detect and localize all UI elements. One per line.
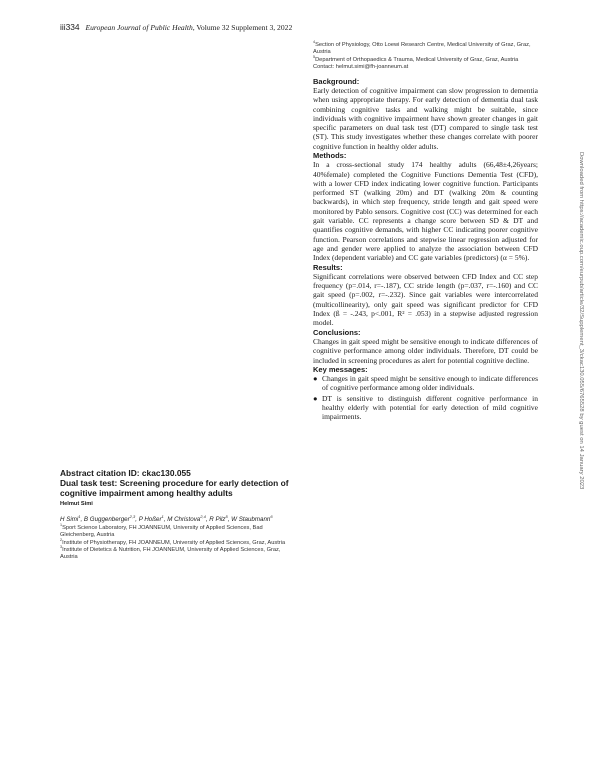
author-affil-ref: 5 — [225, 513, 228, 519]
contact-email: Contact: helmut.simi@fh-joanneum.at — [313, 64, 409, 71]
author-name: M Christova — [167, 516, 201, 523]
affiliation: $^1$Sport Science Laboratory, FH JOANNEUM, University of Applied Sciences, Bad Gleichenberg, Austria — [60, 522, 263, 539]
list-item: ● Changes in gait speed might be sensitive enough to indicate differences of cognitive performance among older individuals. — [313, 374, 538, 393]
abstract-title: Dual task test: Screening procedure for early detection of cognitive impairment among healthy adults — [60, 478, 289, 498]
citation-id: Abstract citation ID: ckac130.055 — [60, 468, 191, 478]
conclusions-text: Changes in gait speed might be sensitive enough to indicate differences of cognitive performance among older individuals. Therefore, DT could be included in screening procedures as alert for potential cognitive decline. — [313, 336, 538, 365]
journal-volume: , Volume 32 Supplement 3, 2022 — [192, 23, 293, 32]
author-affil-ref: 1 — [78, 513, 81, 519]
key-messages-heading: Key messages: — [313, 364, 368, 374]
journal-name: European Journal of Public Health — [85, 23, 193, 32]
presenting-author: Helmut Simi — [60, 501, 93, 507]
affiliation: $^3$Institute of Dietetics & Nutrition, FH JOANNEUM, University of Applied Sciences, Graz, Austria — [60, 545, 281, 561]
author-name: R Pilz — [209, 516, 226, 523]
affiliation: $^2$Institute of Physiotherapy, FH JOANNEUM, University of Applied Sciences, Graz, Austria — [60, 537, 286, 546]
author-affil-ref: 1 — [161, 513, 164, 519]
affiliations-right — [313, 42, 538, 72]
list-item: ● DT is sensitive to distinguish different cognitive performance in healthy elderly with potential for early detection of mild cognitive impairments. — [313, 393, 538, 422]
author-affil-ref: 2,4 — [200, 513, 206, 519]
author-name: P Hoßer — [138, 516, 162, 523]
bullet-icon: ● — [313, 374, 318, 384]
conclusions-heading: Conclusions: — [313, 327, 361, 337]
download-notice: Downloaded from https://academic.oup.com/eurpub/article/32/Supplement_3/ckac130.055/6765528 by guest on 14 January 2023 — [578, 152, 584, 490]
results-text: Significant correlations were observed between CFD Index and CC step frequency (p=.014, r=-.187), CC stride length (p=.037, r=-.160) and CC gait speed (p=.002, r=-.232). Since gait variables were intercorrelated (multicollinearity), only gait speed was significant predictor for CFD Index (ß = -.243, p<.001, R² = .053) in a stepwise adjusted regression model. — [313, 271, 538, 328]
author-affil-ref: 6 — [270, 513, 273, 519]
author-name: B Guggenberger — [83, 516, 130, 523]
page-number: iii334 — [60, 22, 80, 32]
methods-text: In a cross-sectional study 174 healthy adults (66,48±4,26years; 40%female) completed the Cognitive Functions Dementia Test (CFD), with a lower CFD index indicating lower cognitive function. Participants performed ST (walking 20m) and DT (walking 20m & counting backwards), in which step frequency, stride length and gait speed were monitored by Pablo sensors. Cognitive cost (CC) was determined for each gait variable. CC represents a change score between SD & DT and quantifies cognitive demands, with higher CC indicating poorer cognitive function. Pearson correlations and stepwise linear regression adjusted for age and gender were applied to analyze the association between CFD Index (dependent variable) and CC gate variables (predictors) (α = 5%). — [313, 160, 538, 263]
running-header — [60, 22, 292, 32]
abstract-front-matter — [60, 468, 292, 562]
affiliations-left — [60, 522, 292, 562]
affiliation: $^4$Section of Physiology, Otto Loewi Research Centre, Medical University of Graz, Graz, Austria — [313, 40, 531, 56]
author-affil-ref: 2,3 — [129, 513, 136, 519]
methods-heading: Methods: — [313, 151, 347, 160]
results-heading: Results: — [313, 262, 343, 272]
key-messages-list — [313, 374, 538, 421]
bullet-icon: ● — [313, 393, 318, 403]
affiliation: $^5$Department of Orthopaedics & Trauma, Medical University of Graz, Graz, Austria — [313, 54, 519, 63]
author-list: H Simi$^1$, B Guggenberger$^{2,3}$, P Hoßer$^1$, M Christova$^{2,4}$, R Pilz$^5$, W Staubmann$^6$ — [60, 513, 273, 523]
abstract-body — [313, 42, 538, 423]
background-heading: Background: — [313, 76, 360, 86]
author-name: W Staubmann — [231, 516, 271, 523]
background-text: Early detection of cognitive impairment can slow progression to dementia when using appropriate therapy. For early detection of dementia dual task combining cognitive tasks and walking might be suitable, since individuals with cognitive impairment have shown greater changes in gait specific parameters on dual task test (DT) compared to single task test (ST). This study investigates whether these changes correlate with poorer cognitive function in healthy older adults. — [313, 85, 538, 151]
author-name: H Simi — [60, 516, 79, 523]
